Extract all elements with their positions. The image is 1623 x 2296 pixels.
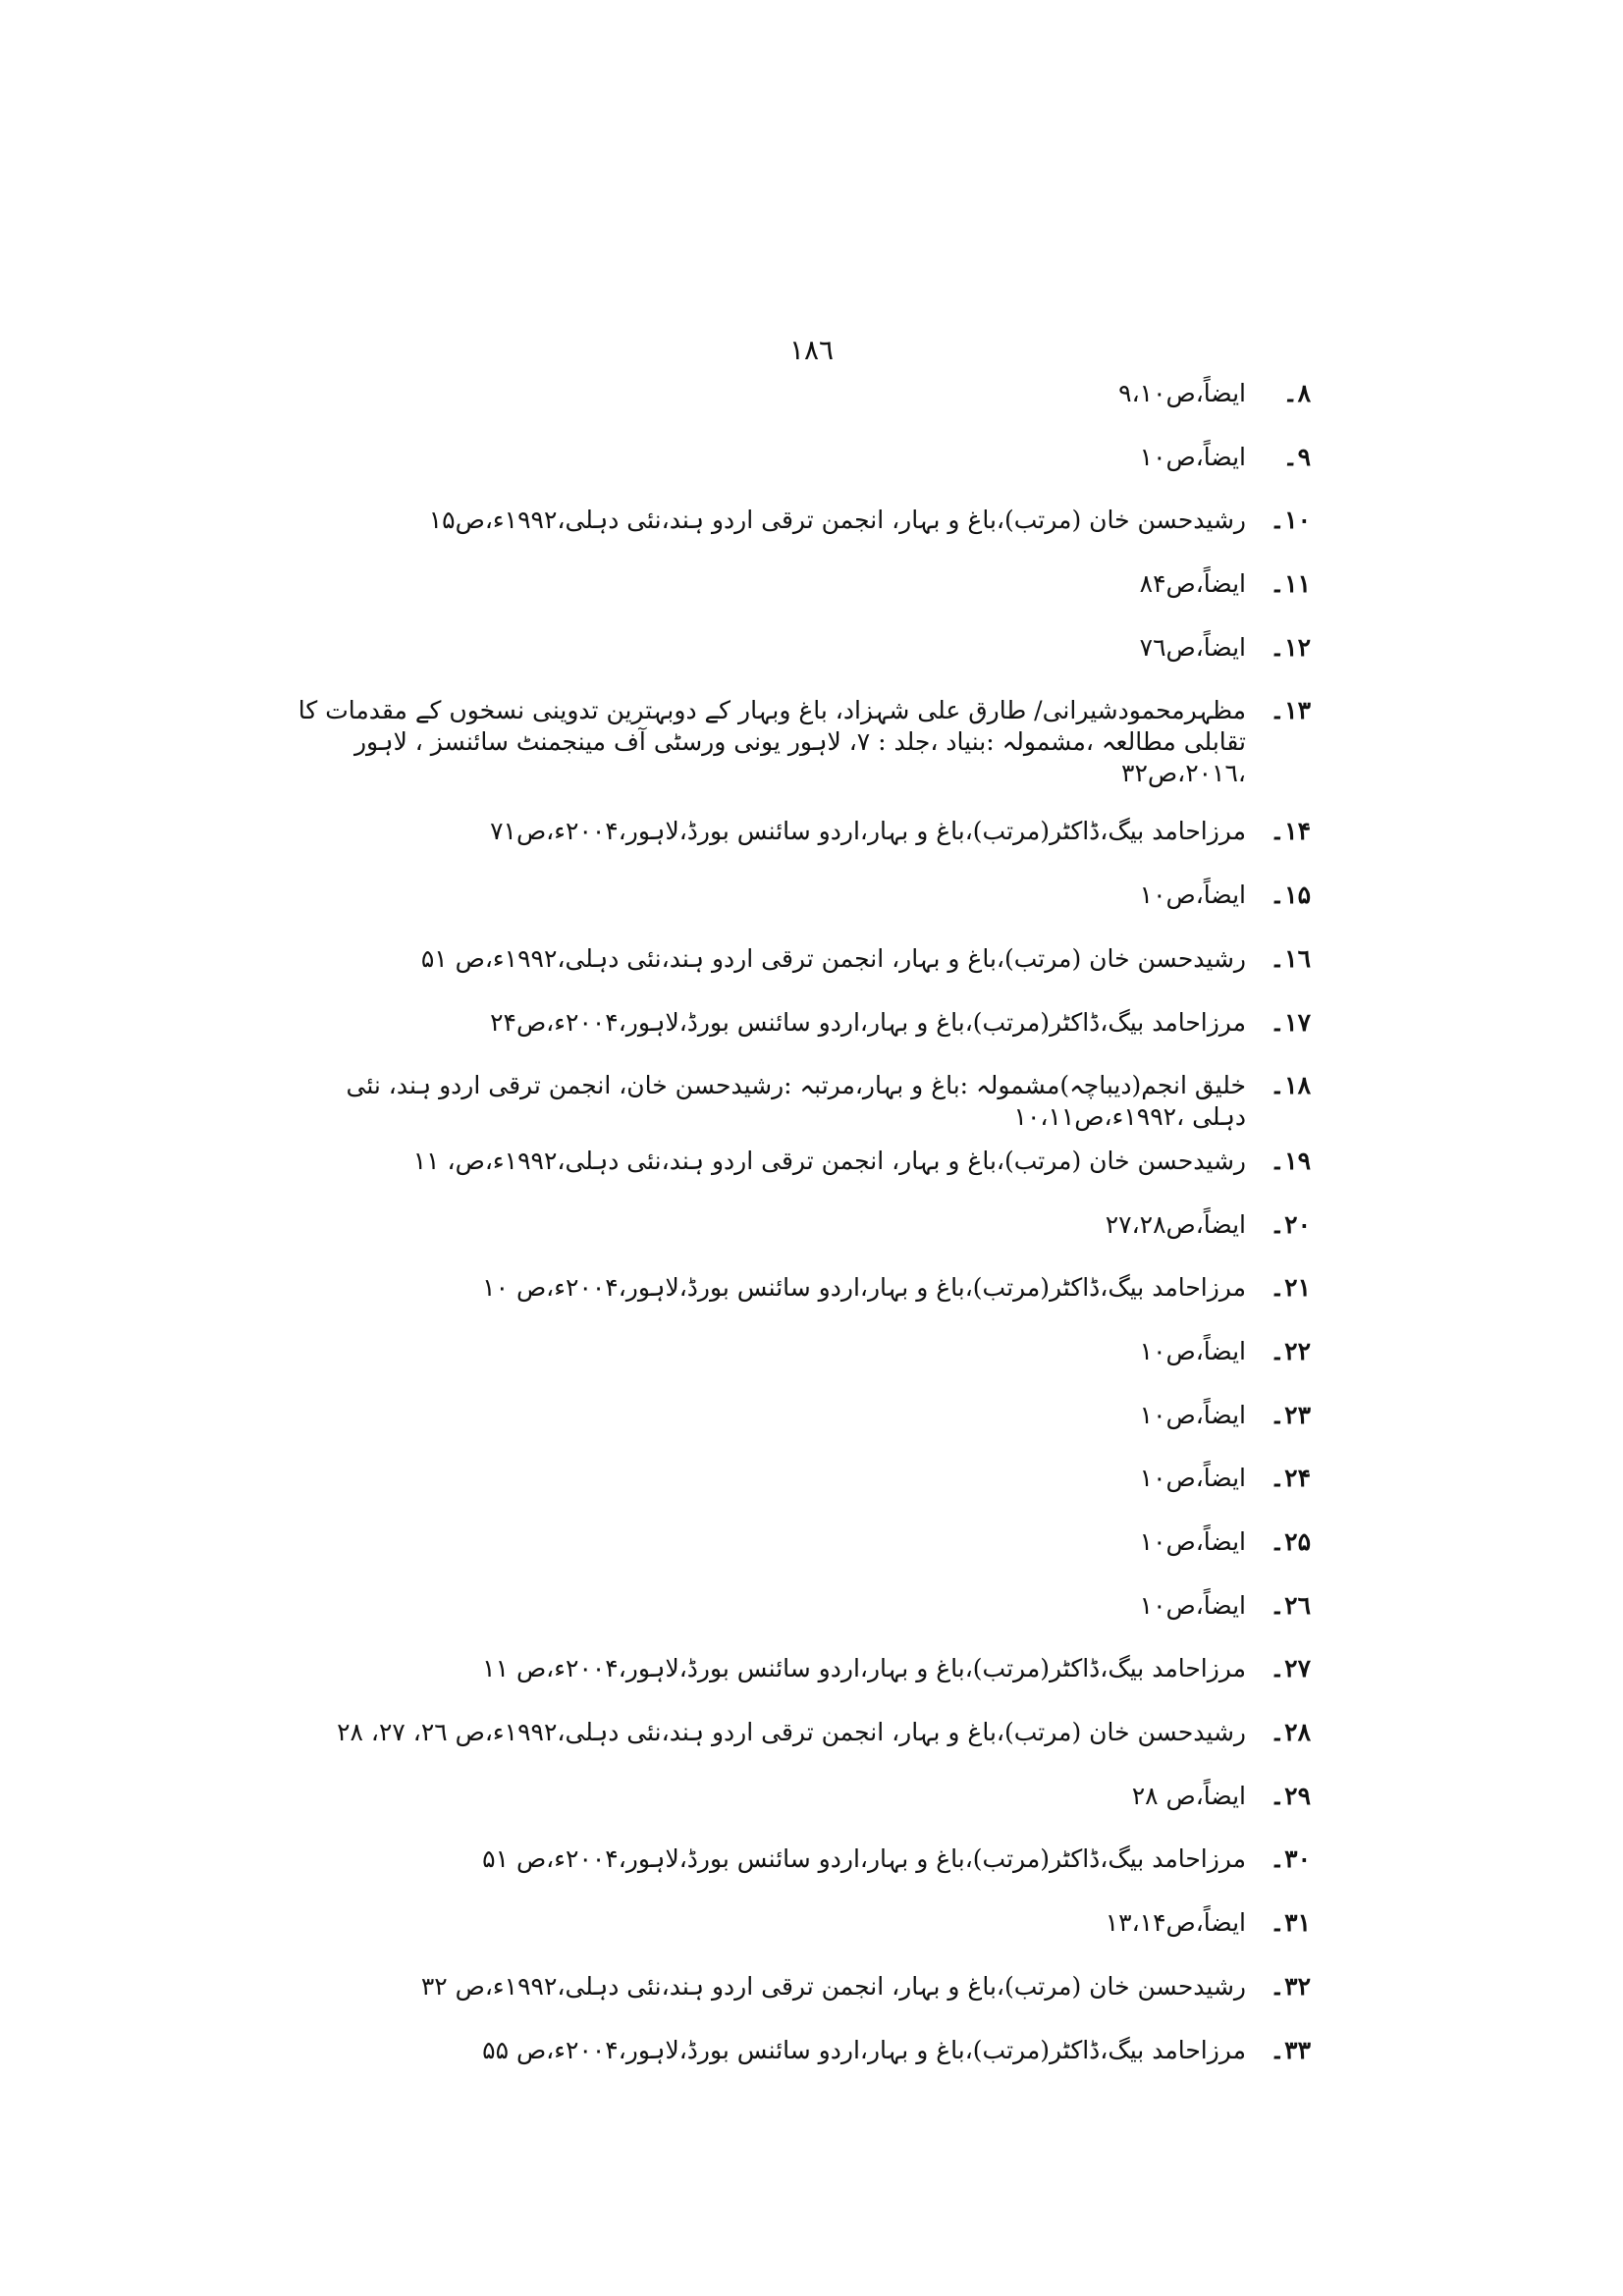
- endnote-item: [290, 1590, 1311, 1641]
- endnote-item: [290, 1463, 1311, 1514]
- endnote-text: ایضاً،ص۹،۱۰: [1118, 379, 1246, 407]
- endnote-text: خلیق انجم(دیباچہ)مشمولہ :باغ و بہار،مرتبہ :رشیدحسن خان، انجمن ترقی اردو ہند، نئی دہلی ،۱۹۹۲ء،ص۱۰،۱۱: [346, 1071, 1246, 1132]
- endnote-text: رشیدحسن خان (مرتب)،باغ و بہار، انجمن ترقی اردو ہند،نئی دہلی،۱۹۹۲ء،ص۱۵: [428, 506, 1246, 535]
- endnote-text: ایضاً،ص۱۰: [1139, 1590, 1246, 1620]
- endnote-text: ایضاً،ص۱۰: [1139, 1527, 1246, 1556]
- endnote-number: ۱۵۔: [1270, 881, 1311, 910]
- endnote-text: مرزاحامد بیگ،ڈاکٹر(مرتب)،باغ و بہار،اردو سائنس بورڈ،لاہور،۲۰۰۴ء،ص ۵۱: [482, 1844, 1246, 1874]
- endnote-item: [290, 943, 1311, 994]
- endnote-text: ایضاً،ص ۲۸: [1131, 1781, 1246, 1810]
- endnote-item: [290, 2035, 1311, 2086]
- endnote-item: [290, 1272, 1311, 1323]
- endnote-text: ایضاً،ص۷٦: [1139, 632, 1246, 662]
- endnote-item: [290, 378, 1311, 429]
- endnote-item: [290, 1400, 1311, 1451]
- endnote-number: ۲۲۔: [1270, 1336, 1311, 1365]
- endnote-text: رشیدحسن خان (مرتب)،باغ و بہار، انجمن ترقی اردو ہند،نئی دہلی،۱۹۹۲ء،ص ۳۲: [420, 1971, 1246, 2001]
- endnote-item: [290, 1336, 1311, 1387]
- endnote-item: [290, 1781, 1311, 1832]
- endnote-item: [290, 505, 1311, 556]
- endnote-item: [290, 1843, 1311, 1895]
- endnote-item: [290, 695, 1311, 789]
- endnote-text: ایضاً،ص۱۳،۱۴: [1105, 1908, 1246, 1938]
- endnote-number: ۱۸۔: [1270, 1071, 1311, 1100]
- endnote-number: ۱۱۔: [1270, 569, 1311, 599]
- endnote-number: ۲۵۔: [1270, 1527, 1311, 1556]
- endnote-number: ۱۳۔: [1270, 696, 1311, 725]
- page-number: ۱۸٦: [788, 334, 835, 366]
- endnote-item: [290, 1907, 1311, 1958]
- endnote-number: ۱۲۔: [1270, 632, 1311, 662]
- endnote-number: ۲۱۔: [1270, 1273, 1311, 1303]
- endnote-number: ۸۔: [1282, 379, 1311, 407]
- endnote-number: ۳۱۔: [1270, 1908, 1311, 1938]
- endnote-number: ۳۲۔: [1270, 1971, 1311, 2001]
- endnote-text: مرزاحامد بیگ،ڈاکٹر(مرتب)،باغ و بہار،اردو سائنس بورڈ،لاہور،۲۰۰۴ء،ص۷۱: [490, 817, 1246, 846]
- endnote-text: ایضاً،ص۸۴: [1139, 569, 1246, 599]
- endnote-item: [290, 880, 1311, 931]
- endnote-number: ۱۹۔: [1270, 1146, 1311, 1175]
- endnote-item: [290, 442, 1311, 493]
- endnote-text: مرزاحامد بیگ،ڈاکٹر(مرتب)،باغ و بہار،اردو سائنس بورڈ،لاہور،۲۰۰۴ء،ص ۱۱: [482, 1654, 1246, 1683]
- endnote-text: رشیدحسن خان (مرتب)،باغ و بہار، انجمن ترقی اردو ہند،نئی دہلی،۱۹۹۲ء،ص ۵۱: [420, 943, 1246, 973]
- endnote-text: مرزاحامد بیگ،ڈاکٹر(مرتب)،باغ و بہار،اردو سائنس بورڈ،لاہور،۲۰۰۴ء،ص۲۴: [490, 1007, 1246, 1037]
- endnote-item: [290, 1653, 1311, 1704]
- endnote-item: [290, 1070, 1311, 1133]
- endnote-text: مظہرمحمودشیرانی/ طارق علی شہزاد، باغ وبہار کے دوبہترین تدوینی نسخوں کے مقدمات کا تقابلی مطالعہ ،مشمولہ :بنیاد ،جلد : ۷، لاہور یونی ورسٹی آف مینجمنٹ سائنسز ، لاہور ،۲۰۱٦،ص۳۲: [298, 696, 1246, 788]
- endnote-item: [290, 1717, 1311, 1768]
- endnote-number: ۲٦۔: [1270, 1590, 1311, 1620]
- endnote-text: رشیدحسن خان (مرتب)،باغ و بہار، انجمن ترقی اردو ہند،نئی دہلی،۱۹۹۲ء،ص ۲٦، ۲۷، ۲۸: [337, 1718, 1246, 1747]
- endnote-text: ایضاً،ص۱۰: [1139, 1464, 1246, 1493]
- endnotes-list: [290, 378, 1311, 2098]
- endnote-item: [290, 816, 1311, 867]
- endnote-number: ۲۴۔: [1270, 1464, 1311, 1493]
- endnote-number: ۲۸۔: [1270, 1718, 1311, 1747]
- endnote-item: [290, 1209, 1311, 1260]
- endnote-item: [290, 1526, 1311, 1577]
- endnote-item: [290, 568, 1311, 619]
- endnote-text: مرزاحامد بیگ،ڈاکٹر(مرتب)،باغ و بہار،اردو سائنس بورڈ،لاہور،۲۰۰۴ء،ص ۵۵: [482, 2035, 1246, 2064]
- endnote-text: ایضاً،ص۱۰: [1139, 1400, 1246, 1429]
- endnote-item: [290, 1146, 1311, 1197]
- endnote-number: ۱٦۔: [1270, 943, 1311, 973]
- endnote-number: ۲۷۔: [1270, 1654, 1311, 1683]
- endnote-number: ۳۰۔: [1270, 1844, 1311, 1874]
- endnote-number: ۹۔: [1282, 442, 1311, 471]
- endnote-text: رشیدحسن خان (مرتب)،باغ و بہار، انجمن ترقی اردو ہند،نئی دہلی،۱۹۹۲ء،ص، ۱۱: [412, 1146, 1246, 1175]
- endnote-text: ایضاً،ص۱۰: [1139, 881, 1246, 910]
- endnote-number: ۲۳۔: [1270, 1400, 1311, 1429]
- endnote-text: ایضاً،ص۲۷،۲۸: [1105, 1209, 1246, 1239]
- endnote-text: ایضاً،ص۱۰: [1139, 1336, 1246, 1365]
- endnote-number: ۲۰۔: [1270, 1209, 1311, 1239]
- endnote-number: ۲۹۔: [1270, 1781, 1311, 1810]
- endnote-number: ۱۰۔: [1270, 506, 1311, 535]
- endnote-item: [290, 632, 1311, 683]
- endnote-item: [290, 1971, 1311, 2022]
- endnote-number: ۱۷۔: [1270, 1007, 1311, 1037]
- endnote-text: مرزاحامد بیگ،ڈاکٹر(مرتب)،باغ و بہار،اردو سائنس بورڈ،لاہور،۲۰۰۴ء،ص ۱۰: [482, 1273, 1246, 1303]
- endnote-number: ۳۳۔: [1270, 2035, 1311, 2064]
- endnote-text: ایضاً،ص۱۰: [1139, 442, 1246, 471]
- endnote-number: ۱۴۔: [1270, 817, 1311, 846]
- endnote-item: [290, 1007, 1311, 1058]
